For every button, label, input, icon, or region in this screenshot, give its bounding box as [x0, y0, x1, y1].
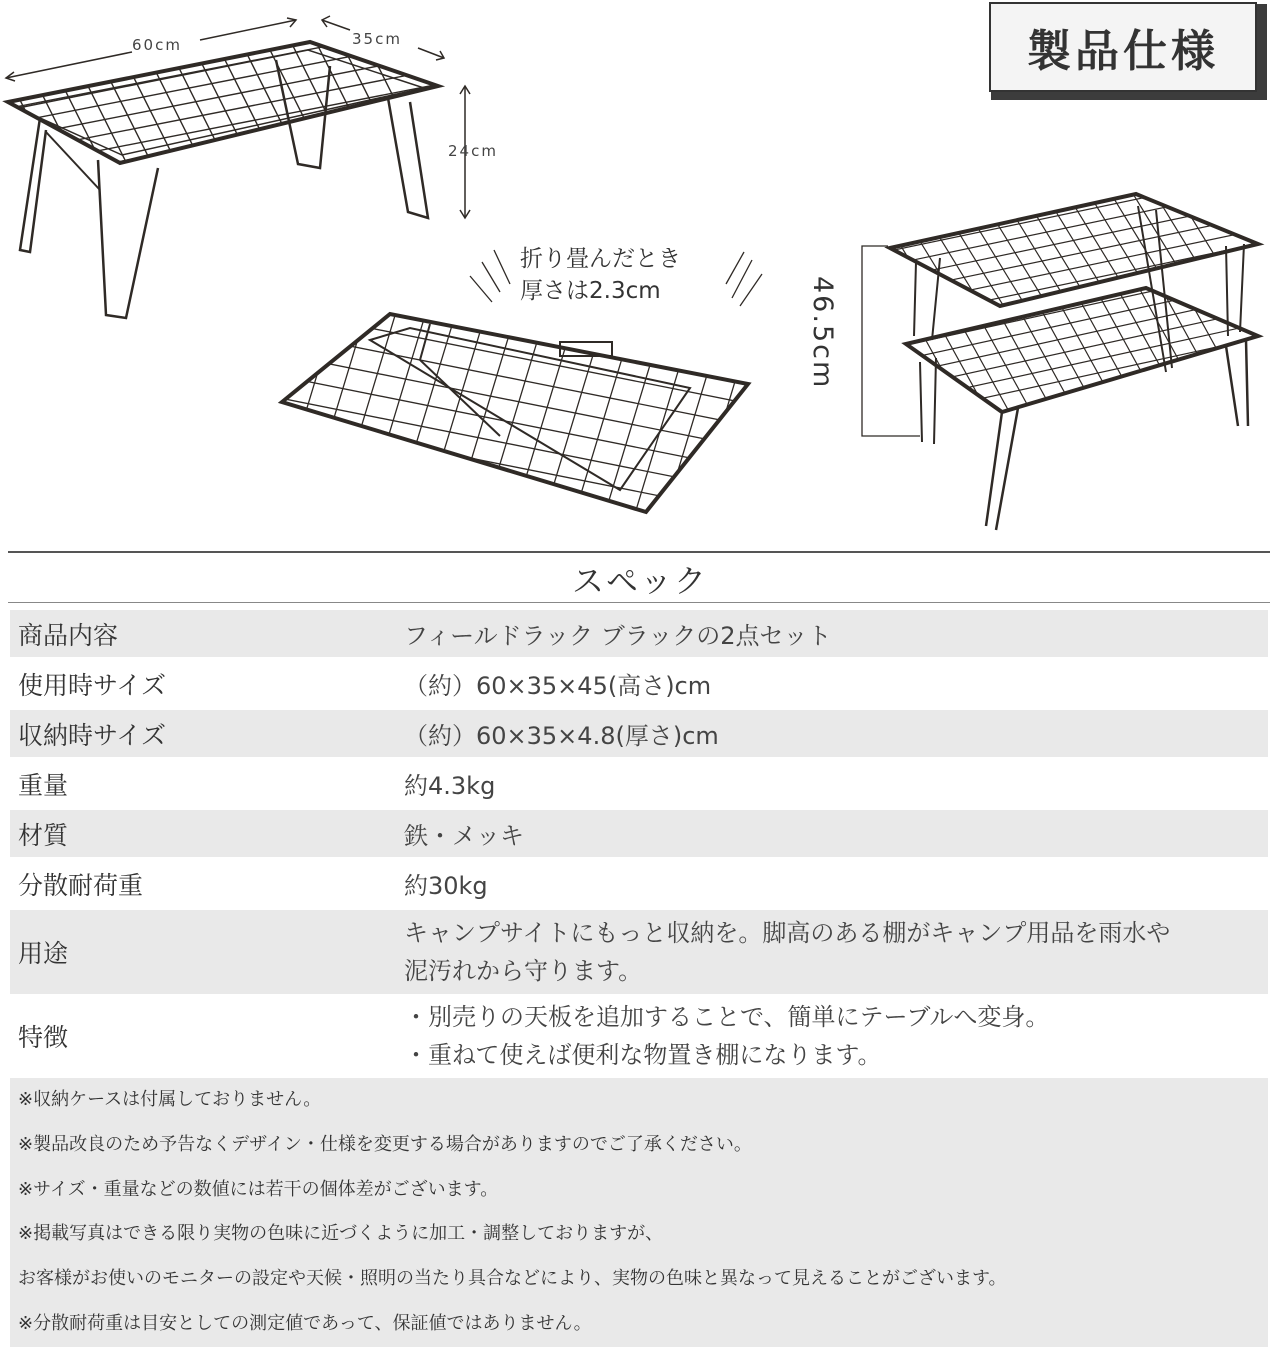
spec-value-line: ・重ねて使えば便利な物置き棚になります。 [404, 1041, 882, 1069]
footnote: ※掲載写真はできる限り実物の色味に近づくように加工・調整しておりますが、 [18, 1223, 664, 1245]
spec-label: 用途 [10, 910, 396, 994]
spec-divider [8, 551, 1270, 553]
spec-row-usage [10, 910, 1268, 994]
spec-value: 約30kg [404, 872, 488, 900]
spec-value: 約4.3kg [404, 772, 496, 800]
footnote: お客様がお使いのモニターの設定や天候・照明の当たり具合などにより、実物の色味と異なって見えることがございます。 [18, 1268, 1007, 1290]
footnote: ※サイズ・重量などの数値には若干の個体差がございます。 [18, 1178, 499, 1200]
spec-value: （約）60×35×45(高さ)cm [404, 672, 712, 700]
rack-stacked-illustration [856, 186, 1270, 532]
spec-row-contents [10, 610, 1268, 657]
page-title-badge: 製品仕様 [989, 2, 1257, 92]
spec-heading-underline [8, 602, 1270, 603]
spec-value-line: ・別売りの天板を追加することで、簡単にテーブルへ変身。 [404, 1003, 1050, 1031]
spec-value: フィールドラック ブラックの2点セット [396, 610, 1268, 657]
spec-table [10, 607, 1268, 1078]
spec-label: 分散耐荷重 [18, 870, 144, 900]
spec-value: 鉄・メッキ [396, 810, 1268, 857]
footnotes-box [10, 1078, 1268, 1347]
spec-value-line: キャンプサイトにもっと収納を。脚高のある棚がキャンプ用品を雨水や [404, 919, 1171, 947]
depth-dimension-label: 35cm [352, 30, 402, 48]
spec-heading: スペック [571, 562, 708, 600]
spec-value [396, 910, 1268, 994]
spec-label: 商品内容 [10, 610, 396, 657]
spec-value [396, 997, 1268, 1075]
width-dimension-label: 60cm [132, 36, 182, 54]
spec-label: 材質 [10, 810, 396, 857]
spec-label: 収納時サイズ [10, 710, 396, 757]
spec-value-line: 泥汚れから守ります。 [404, 957, 643, 985]
folded-note-line1: 折り畳んだとき [520, 246, 681, 272]
spec-row-size-stored [10, 710, 1268, 757]
spec-label: 重量 [18, 770, 69, 800]
stack-height-label: 46.5cm [807, 276, 838, 390]
height-dimension-label: 24cm [448, 142, 498, 160]
footnote: ※分散耐荷重は目安としての測定値であって、保証値ではありません。 [18, 1312, 592, 1334]
spec-row-load-capacity [10, 860, 1268, 907]
spec-row-features [10, 997, 1268, 1075]
footnote: ※製品改良のため予告なくデザイン・仕様を変更する場合がありますのでご了承ください。 [18, 1133, 752, 1155]
spec-value: （約）60×35×4.8(厚さ)cm [396, 710, 1268, 757]
folded-note-line2: 厚さは2.3cm [520, 278, 661, 304]
spec-row-size-in-use [10, 660, 1268, 707]
spec-label: 使用時サイズ [18, 670, 167, 700]
footnote: ※収納ケースは付属しておりません。 [18, 1089, 322, 1110]
spec-label: 特徴 [18, 1023, 69, 1052]
spec-row-weight [10, 760, 1268, 807]
spec-row-material [10, 810, 1268, 857]
